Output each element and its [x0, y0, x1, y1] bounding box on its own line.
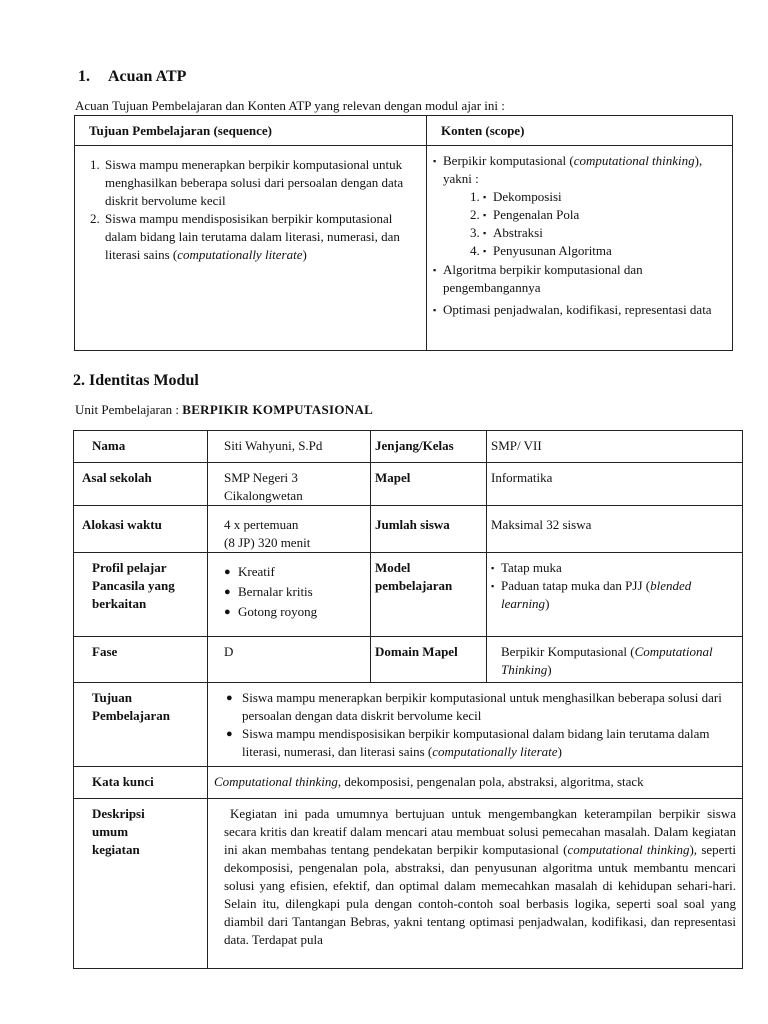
identitas-table: [73, 430, 743, 969]
tujuan-list: [81, 156, 416, 264]
model-value: [487, 553, 743, 637]
unit-label: Unit Pembelajaran :: [75, 402, 183, 417]
nama-label: Nama: [74, 431, 208, 463]
konten-sub-item: ▪ 2. Pengenalan Pola: [483, 206, 724, 224]
konten-sub-item: ▪ 1. Dekomposisi: [483, 188, 724, 206]
profil-list: [224, 563, 370, 621]
atp-table: [74, 115, 733, 351]
konten-sub-item: ▪ 4. Penyusunan Algoritma: [483, 242, 724, 260]
jenjang-label: Jenjang/Kelas: [371, 431, 487, 463]
deskripsi-label: Deskripsi umum kegiatan: [74, 799, 208, 969]
tujuan-item: 1. Siswa mampu menerapkan berpikir komputasional untuk menghasilkan beberapa solusi dari persoalan dengan data diskrit bervolume kecil: [103, 156, 416, 210]
section-1-heading: [78, 68, 186, 86]
asal-value: SMP Negeri 3 Cikalongwetan: [208, 463, 371, 506]
kata-kunci-label: Kata kunci: [74, 767, 208, 799]
section-2-title: 2. Identitas Modul: [73, 372, 199, 389]
unit-line: [75, 402, 373, 418]
section-1-intro: Acuan Tujuan Pembelajaran dan Konten ATP yang relevan dengan modul ajar ini :: [75, 98, 505, 113]
mapel-label: Mapel: [371, 463, 487, 506]
model-list: [491, 559, 742, 613]
tujuan-value: [208, 683, 743, 767]
konten-item: ▪ Berpikir komputasional (computational thinking), yakni : ▪ 1. Dekomposisi ▪ 2. Pengenalan Pola ▪ 3. Abstraksi ▪ 4. Penyusunan Algoritma: [433, 152, 724, 260]
tujuan-bullets: [226, 689, 736, 761]
col-header-tujuan: Tujuan Pembelajaran (sequence): [75, 116, 427, 146]
fase-value: D: [208, 637, 371, 683]
konten-cell: [427, 146, 733, 351]
asal-label: Asal sekolah: [74, 463, 208, 506]
jenjang-value: SMP/ VII: [487, 431, 743, 463]
tujuan-bullet: ● Siswa mampu mendisposisikan berpikir komputasional dalam bidang lain terutama dalam literasi, numerasi, dan literasi sains (computationally literate): [226, 725, 736, 761]
profil-label: Profil pelajar Pancasila yang berkaitan: [74, 553, 208, 637]
tujuan-bullet: ● Siswa mampu menerapkan berpikir komputasional untuk menghasilkan beberapa solusi dari persoalan dengan data diskrit bervolume kecil: [226, 689, 736, 725]
fase-label: Fase: [74, 637, 208, 683]
deskripsi-value: Kegiatan ini pada umumnya bertujuan untuk mengembangkan keterampilan berpikir siswa secara kritis dan kreatif dalam mencari atau membuat solusi pemecahan masalah. Dalam kegiatan ini akan membahas tentang pendekatan berpikir komputasional (computational thinking), seperti dekomposisi, pengenalan pola, abstraksi, dan penyusunan algoritma untuk membantu mencari solusi yang efisien, efektif, dan optimal dalam memecahkan masalah di kehidupan sehari-hari. Selain itu, dilengkapi pula dengan contoh-contoh soal berbasis logika, seperti soal soal yang diambil dari Tantangan Bebras, yakni tentang optimasi penjadwalan, kodifikasi, dan representasi data. Terdapat pula: [208, 799, 743, 969]
profil-item: ● Gotong royong: [224, 603, 370, 621]
jumlah-label: Jumlah siswa: [371, 506, 487, 553]
unit-value: BERPIKIR KOMPUTASIONAL: [182, 402, 374, 417]
section-1-title: Acuan ATP: [108, 68, 187, 85]
tujuan-label: Tujuan Pembelajaran: [74, 683, 208, 767]
konten-sub-item: ▪ 3. Abstraksi: [483, 224, 724, 242]
model-item: ▪ Paduan tatap muka dan PJJ (blended learning): [491, 577, 742, 613]
col-header-konten: Konten (scope): [427, 116, 733, 146]
domain-value: Berpikir Komputasional (Computational Thinking): [487, 637, 743, 683]
model-label: Model pembelajaran: [371, 553, 487, 637]
domain-label: Domain Mapel: [371, 637, 487, 683]
konten-list: [433, 152, 724, 319]
tujuan-cell: [75, 146, 427, 351]
konten-sub-list: [443, 188, 724, 260]
model-item: ▪ Tatap muka: [491, 559, 742, 577]
section-1-number: 1.: [78, 68, 90, 85]
jumlah-value: Maksimal 32 siswa: [487, 506, 743, 553]
profil-item: ● Bernalar kritis: [224, 583, 370, 601]
kata-kunci-value: Computational thinking, dekomposisi, pengenalan pola, abstraksi, algoritma, stack: [208, 767, 743, 799]
konten-item: ▪ Algoritma berpikir komputasional dan pengembangannya: [433, 261, 724, 297]
alokasi-value: 4 x pertemuan (8 JP) 320 menit: [208, 506, 371, 553]
mapel-value: Informatika: [487, 463, 743, 506]
alokasi-label: Alokasi waktu: [74, 506, 208, 553]
tujuan-item: 2. Siswa mampu mendisposisikan berpikir komputasional dalam bidang lain terutama dalam literasi, numerasi, dan literasi sains (computationally literate): [103, 210, 416, 264]
profil-value: [208, 553, 371, 637]
nama-value: Siti Wahyuni, S.Pd: [208, 431, 371, 463]
konten-item: ▪ Optimasi penjadwalan, kodifikasi, representasi data: [433, 301, 724, 319]
profil-item: ● Kreatif: [224, 563, 370, 581]
